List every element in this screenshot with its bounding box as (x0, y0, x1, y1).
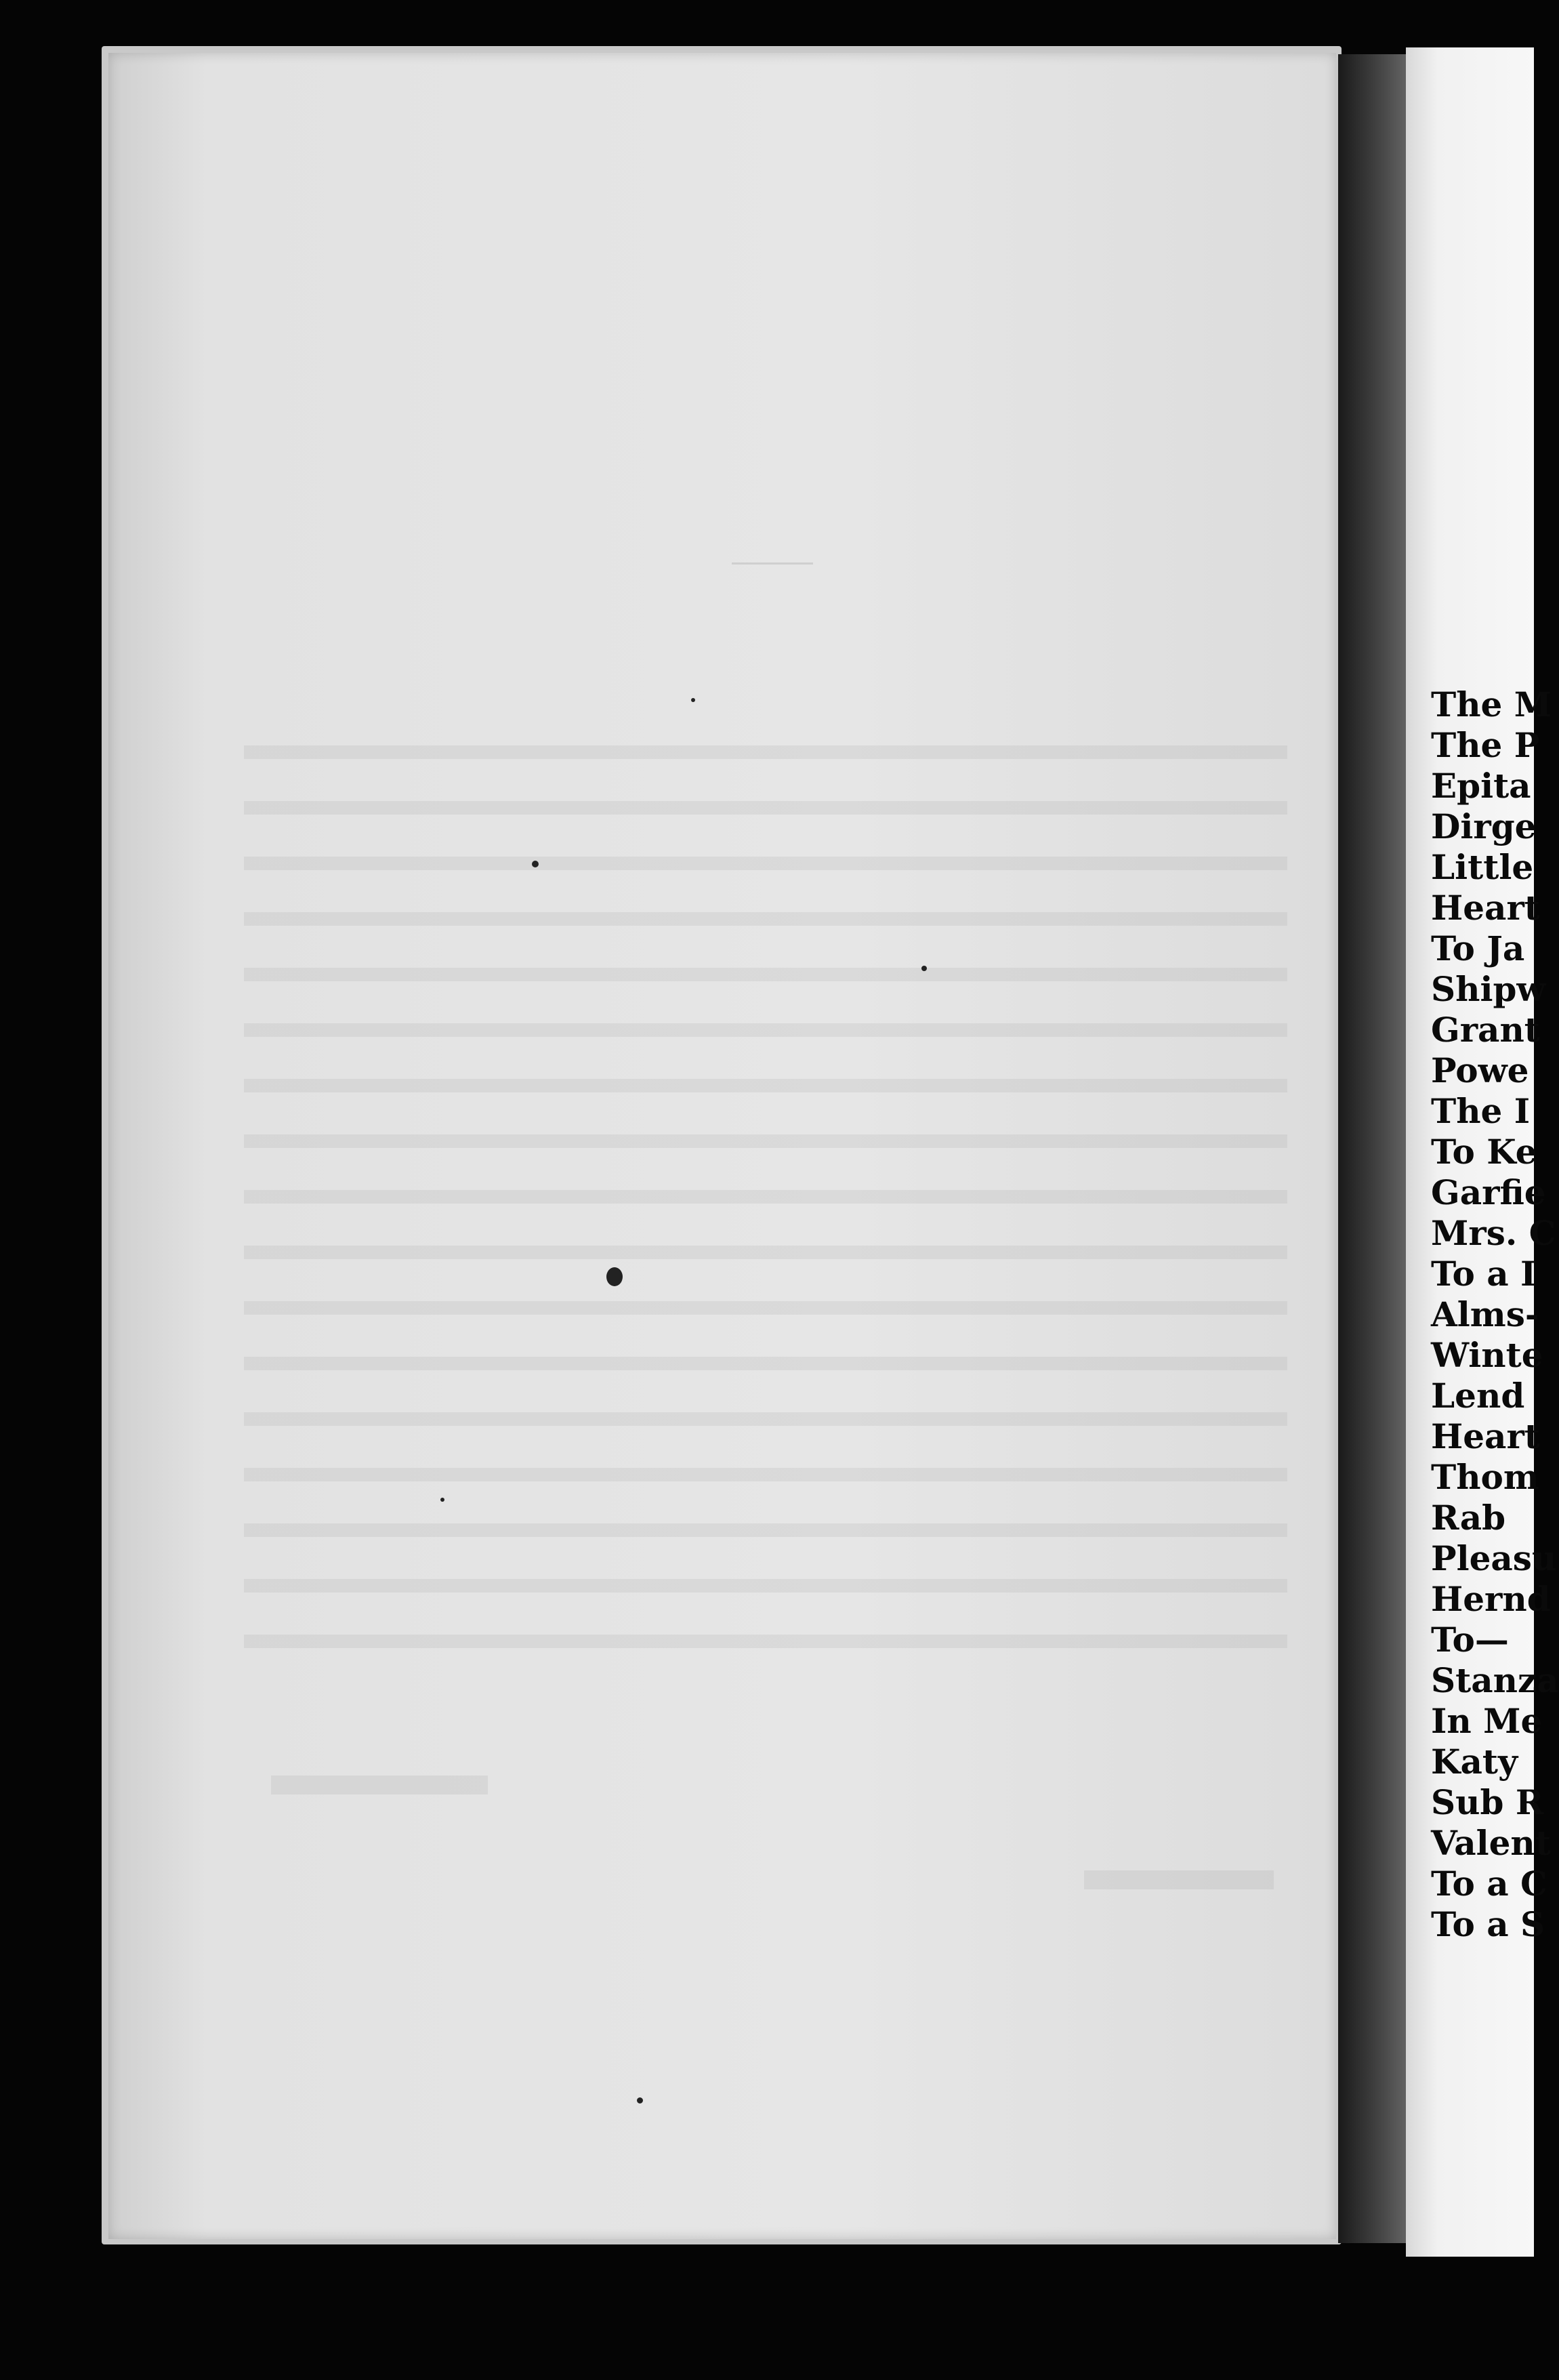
contents-entry: Hernd (1431, 1579, 1551, 1619)
contents-entry: To Ke (1431, 1132, 1537, 1172)
faint-initials-bleedthrough (271, 1776, 488, 1794)
contents-entry: The I (1431, 1091, 1531, 1131)
contents-entry: Little (1431, 847, 1534, 887)
contents-entry: In Me (1431, 1701, 1543, 1741)
faint-rule-bleedthrough (732, 562, 813, 565)
contents-entry: Katy (1431, 1742, 1518, 1782)
scan-background-bottom (0, 2257, 1534, 2380)
contents-entry: Sub R (1431, 1782, 1544, 1822)
contents-entry: To Ja (1431, 928, 1525, 968)
contents-entry: Heart (1431, 1416, 1540, 1456)
contents-entry: Valent (1431, 1823, 1551, 1863)
contents-entry: The P (1431, 725, 1540, 765)
contents-entry: Pleasu (1431, 1538, 1557, 1578)
ink-speck (440, 1498, 444, 1502)
book-gutter-shadow (1338, 54, 1416, 2243)
contents-entry: Epita (1431, 766, 1531, 806)
contents-entry: Heart (1431, 888, 1540, 928)
contents-entry: Winte (1431, 1335, 1543, 1375)
faint-heading-bleedthrough (610, 369, 745, 396)
ink-speck (921, 966, 927, 971)
contents-entry: Powe (1431, 1050, 1529, 1090)
contents-entry: Grant (1431, 1010, 1540, 1050)
contents-entry: Stanza (1431, 1660, 1559, 1700)
contents-entry: Alms- (1431, 1294, 1539, 1334)
contents-entry: Mrs. C (1431, 1213, 1556, 1253)
contents-entry: Lend (1431, 1376, 1525, 1416)
faint-date-bleedthrough (1084, 1870, 1274, 1889)
faint-text-bleedthrough (244, 718, 1287, 1667)
contents-entry: Thom (1431, 1457, 1539, 1497)
contents-list (1431, 684, 1559, 2026)
contents-entry: The M (1431, 684, 1552, 724)
ink-spot (606, 1267, 623, 1286)
ink-speck (532, 861, 539, 867)
contents-entry: Shipw (1431, 969, 1546, 1009)
contents-entry: To a C (1431, 1864, 1547, 1904)
contents-entry: Dirge (1431, 806, 1537, 846)
ink-speck (637, 2097, 643, 2104)
ink-speck (691, 698, 695, 702)
contents-entry: To a S (1431, 1904, 1545, 1944)
contents-entry: Rab (1431, 1498, 1506, 1538)
contents-entry: Garfie (1431, 1172, 1546, 1212)
contents-entry: To a I (1431, 1254, 1537, 1294)
contents-entry: To— (1431, 1620, 1509, 1660)
